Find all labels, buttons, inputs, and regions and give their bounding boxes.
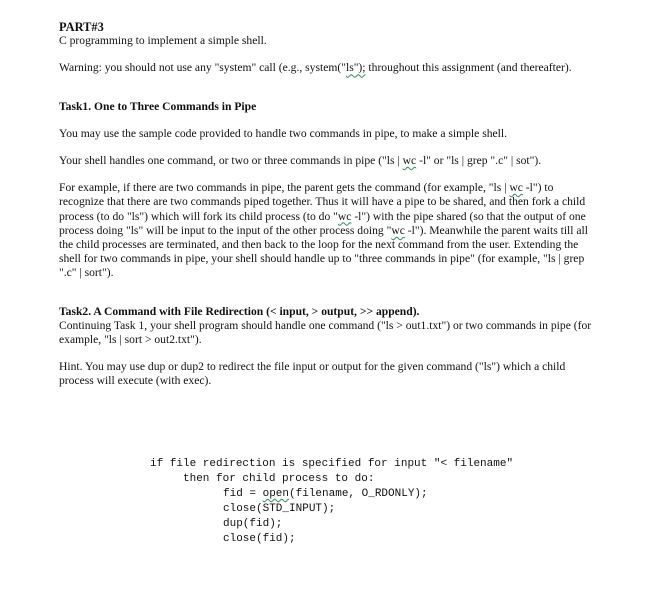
part-subtitle: C programming to implement a simple shell. <box>59 34 267 48</box>
code-line-3 <box>150 487 513 502</box>
code-open-function: open <box>262 488 290 500</box>
warning-spell-mark: ls"); <box>345 61 366 75</box>
warning-paragraph <box>59 61 599 75</box>
task2-heading: Task2. A Command with File Redirection (< input, > output, >> append). <box>59 304 420 318</box>
task1-p3-text-b: -l") to recognize that there are two commands piped together. Thus it will have a pipe to be shared, and then fork a child process (to do "ls") which will fork its child process (to do " <box>59 181 586 223</box>
code-line-1: if file redirection is specified for input "< filename" <box>150 458 514 470</box>
task1-p2-text-a: Your shell handles one command, or two or three commands in pipe ("ls | <box>59 154 403 168</box>
part-title: PART#3 <box>59 20 104 34</box>
task1-p3-text-d: -l"). Meanwhile the parent waits till all the child processes are terminated, and then back to the loop for the next command from the user. Extending the shell for two commands in pipe, your shell should handle up to "three commands in pipe" (for example, "ls | grep ".c" | sort"). <box>59 223 588 280</box>
task1-heading: Task1. One to Three Commands in Pipe <box>59 99 257 113</box>
task1-p3-wc-1: wc <box>509 181 523 195</box>
task1-p3-text-a: For example, if there are two commands in pipe, the parent gets the command (for example, "ls | <box>59 181 510 195</box>
code-block <box>150 457 513 547</box>
warning-text-end: throughout this assignment (and thereafter). <box>365 61 572 75</box>
task1-p2-wc: wc <box>402 154 417 168</box>
code-line-4: close(STD_INPUT); <box>223 503 336 515</box>
warning-text-start: Warning: you should not use any "system" call (e.g., system(" <box>59 61 346 75</box>
code-line-6: close(fid); <box>223 533 296 545</box>
code-line-2: then for child process to do: <box>183 473 375 485</box>
task1-paragraph-3 <box>59 181 599 280</box>
document-body <box>59 20 599 389</box>
task2-hint: Hint. You may use dup or dup2 to redirect the file input or output for the given command ("ls") which a child process will execute (with exec). <box>59 360 566 388</box>
task2-paragraph-1: Continuing Task 1, your shell program should handle one command ("ls > out1.txt") or two commands in pipe (for example, "ls | sort > out2.txt"). <box>59 318 592 347</box>
task1-p3-wc-2: wc <box>337 209 352 223</box>
task1-paragraph-2 <box>59 154 599 168</box>
task1-p2-text-b: -l" or "ls | grep ".c" | sot"). <box>416 154 542 168</box>
task1-paragraph-1: You may use the sample code provided to handle two commands in pipe, to make a simple shell. <box>59 126 507 140</box>
code-line-3-start: fid = <box>223 488 263 500</box>
code-line-5: dup(fid); <box>223 518 283 530</box>
code-line-3-end: (filename, O_RDONLY); <box>289 488 428 500</box>
task1-p3-text-c: -l") with the pipe shared (so that the output of one process doing "ls" will be input to the input of the other process doing " <box>59 209 586 237</box>
task1-p3-wc-3: wc <box>391 223 405 237</box>
